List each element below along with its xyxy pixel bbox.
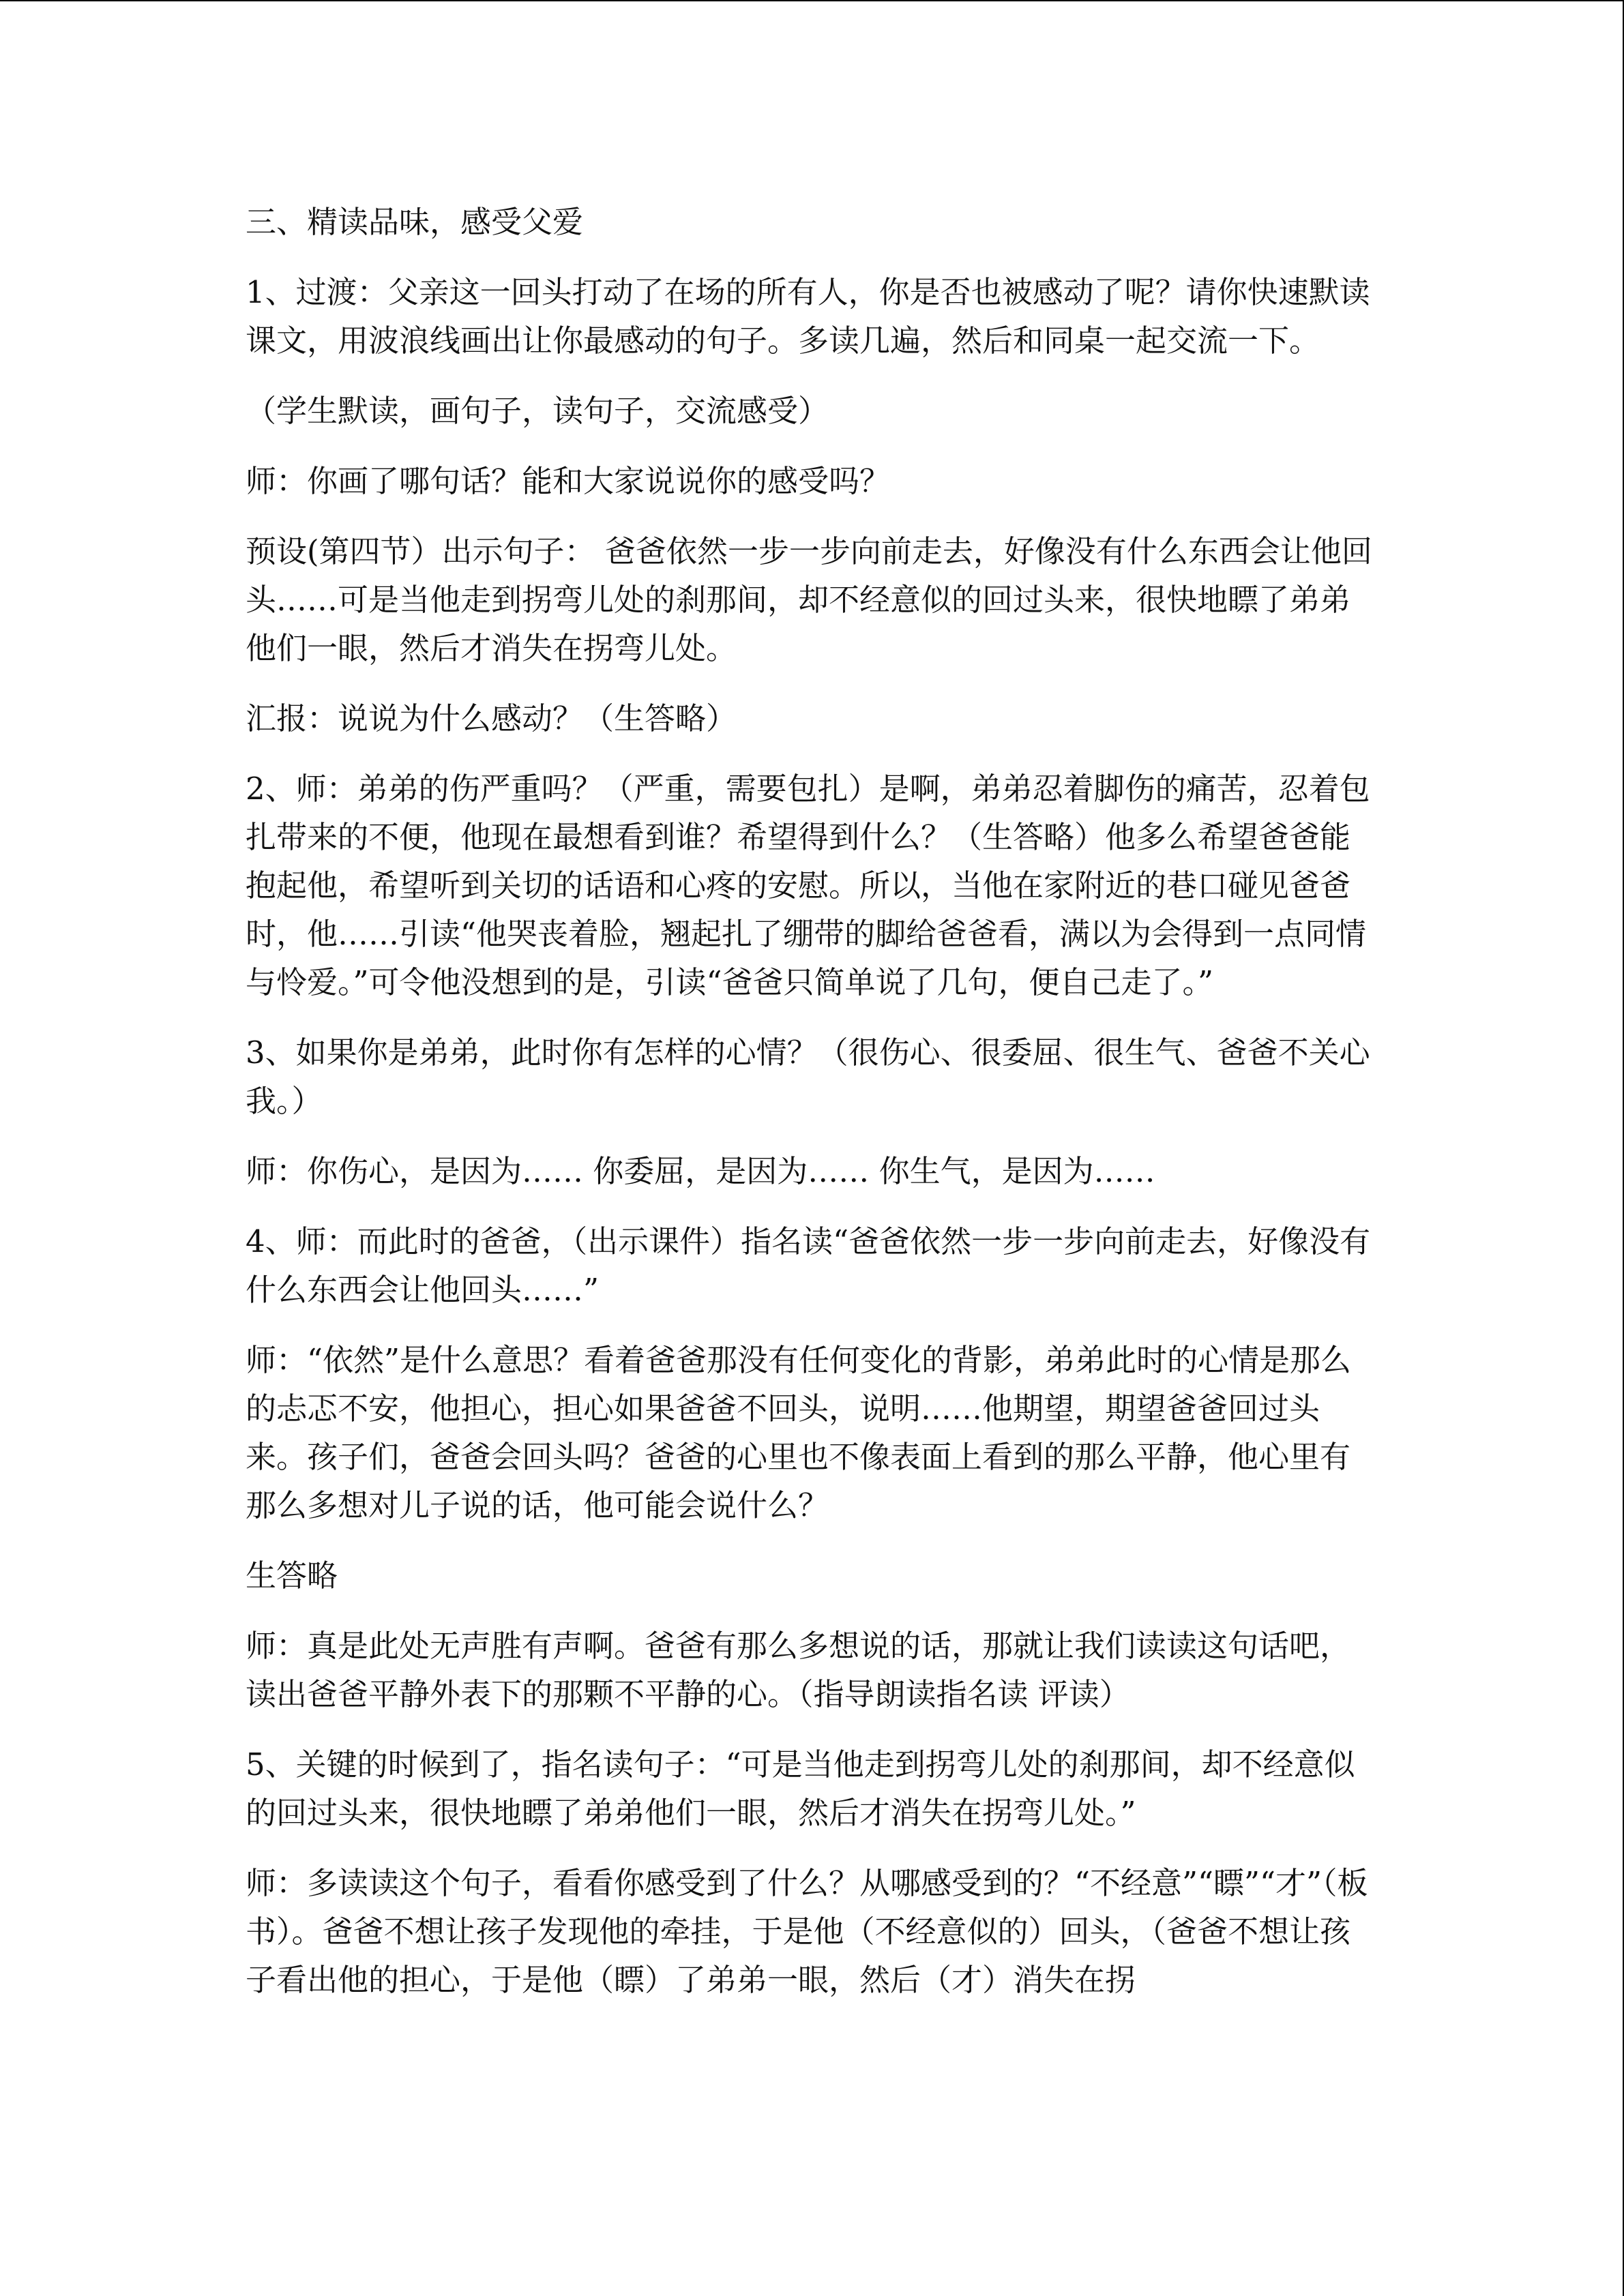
paragraph-silence: 师：真是此处无声胜有声啊。爸爸有那么多想说的话，那就让我们读读这句话吧，读出爸爸平静外表下的那颗不平静的心。（指导朗读指名读 评读） [246,1628,1351,1712]
paragraph-step-3: 3、如果你是弟弟，此时你有怎样的心情？（很伤心、很委屈、很生气、爸爸不关心我。） [246,1034,1370,1119]
paragraph-step-2: 2、师：弟弟的伤严重吗？（严重，需要包扎）是啊，弟弟忍着脚伤的痛苦，忍着包扎带来的不便，他现在最想看到谁？希望得到什么？（生答略）他多么希望爸爸能抱起他，希望听到关切的话语和心疼的安慰。所以，当他在家附近的巷口碰见爸爸时，他……引读“他哭丧着脸，翘起扎了绷带的脚给爸爸看，满以为会得到一点同情与怜爱。”可令他没想到的是，引读“爸爸只简单说了几句，便自己走了。” [246,771,1370,1000]
paragraph-teacher-question: 师：你画了哪句话？能和大家说说你的感受吗？ [246,463,891,499]
paragraph-yiran: 师：“依然”是什么意思？看着爸爸那没有任何变化的背影，弟弟此时的心情是那么的忐忑不安，他担心，担心如果爸爸不回头，说明……他期望，期望爸爸回过头来。孩子们，爸爸会回头吗？爸爸的心里也不像表面上看到的那么平静，他心里有那么多想对儿子说的话，他可能会说什么？ [246,1342,1352,1523]
paragraph-transition: 1、过渡：父亲这一回头打动了在场的所有人，你是否也被感动了呢？请你快速默读课文，用波浪线画出让你最感动的句子。多读几遍，然后和同桌一起交流一下。 [246,274,1370,359]
paragraph-student-answer: 生答略 [246,1557,338,1594]
paragraph-report: 汇报：说说为什么感动？（生答略） [246,700,737,736]
paragraph-feelings: 师：你伤心，是因为…… 你委屈，是因为…… 你生气，是因为…… [246,1153,1155,1189]
paragraph-step-4: 4、师：而此时的爸爸，（出示课件）指名读“爸爸依然一步一步向前走去，好像没有什么东西会让他回头……” [246,1223,1371,1308]
document-body [246,198,1378,2026]
paragraph-preset-sentence: 预设(第四节）出示句子： 爸爸依然一步一步向前走去，好像没有什么东西会让他回头……可是当他走到拐弯儿处的刹那间，却不经意似的回过头来，很快地瞟了弟弟他们一眼，然后才消失在拐弯儿处。 [246,533,1372,666]
paragraph-step-5: 5、关键的时候到了，指名读句子：“可是当他走到拐弯儿处的刹那间，却不经意似的回过头来，很快地瞟了弟弟他们一眼，然后才消失在拐弯儿处。” [246,1746,1355,1831]
paragraph-reading-analysis: 师：多读读这个句子，看看你感受到了什么？从哪感受到的？“不经意”“瞟”“才”（板书）。爸爸不想让孩子发现他的牵挂，于是他（不经意似的）回头，（爸爸不想让孩子看出他的担心，于是他（瞟）了弟弟一眼，然后（才）消失在拐 [246,1865,1368,1998]
section-heading: 三、精读品味，感受父爱 [246,204,584,240]
paragraph-student-activity: （学生默读，画句子，读句子，交流感受） [246,393,829,429]
